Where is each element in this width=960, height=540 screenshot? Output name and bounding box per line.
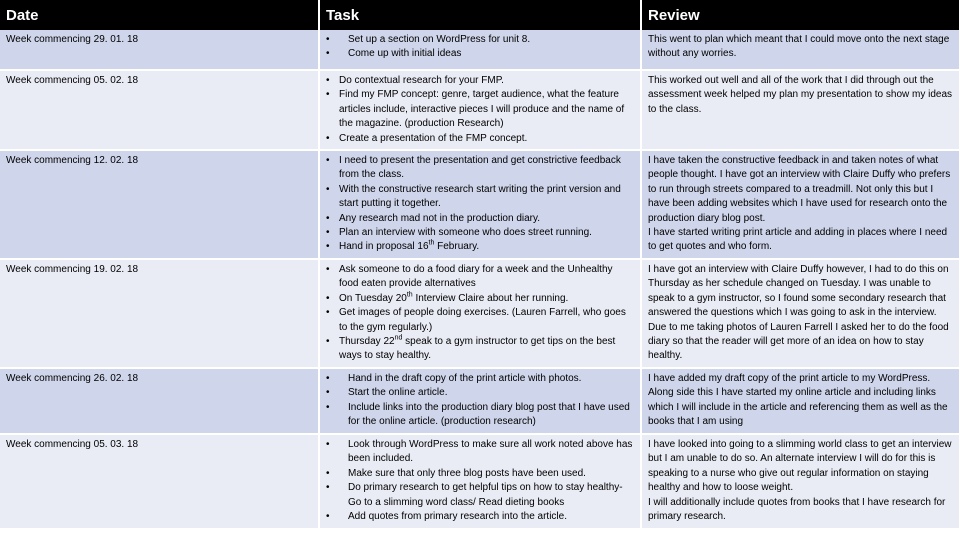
table-row xyxy=(0,70,960,150)
task-cell xyxy=(319,434,641,529)
task-cell xyxy=(319,70,641,150)
header-review: Review xyxy=(641,0,960,30)
date-cell: Week commencing 12. 02. 18 xyxy=(0,150,319,259)
task-item: • Set up a section on WordPress for unit 8. xyxy=(326,33,634,47)
task-item: • Do primary research to get helpful tips on how to stay healthy- Go to a slimming word class/ Read dieting books xyxy=(326,481,634,510)
table-row xyxy=(0,150,960,259)
task-item: • Get images of people doing exercises. (Lauren Farrell, who goes to the gym regularly.) xyxy=(326,306,634,335)
task-item: • Add quotes from primary research into the article. xyxy=(326,510,634,524)
date-cell: Week commencing 29. 01. 18 xyxy=(0,30,319,70)
task-list xyxy=(326,74,634,146)
date-cell: Week commencing 19. 02. 18 xyxy=(0,259,319,368)
review-cell: I have taken the constructive feedback in and taken notes of what people thought. I have got an interview with Claire Duffy who prefers to run through streets compared to a treadmill. Not only this but I have been adding websites which I have used for research onto the production diary blog post. I have started writing print article and adding in places where I need to get quotes and who form. xyxy=(641,150,960,259)
task-list xyxy=(326,33,634,62)
review-cell: This worked out well and all of the work that I did through out the assessment week helped my plan my presentation to show my ideas to the class. xyxy=(641,70,960,150)
task-item: • Hand in proposal 16th February. xyxy=(326,240,634,254)
task-item: • Come up with initial ideas xyxy=(326,47,634,61)
review-cell: I have added my draft copy of the print article to my WordPress. Along side this I have started my online article and including links which I will include in the article and referencing them as well as the books that I am using xyxy=(641,368,960,434)
task-item: • Find my FMP concept: genre, target audience, what the feature articles include, interactive pieces I will produce and the name of the magazine. (production Research) xyxy=(326,88,634,131)
table-row xyxy=(0,368,960,434)
review-cell: I have got an interview with Claire Duffy however, I had to do this on Thursday as her schedule changed on Tuesday. I was unable to speak to a gym instructor, so I found some secondary research that answered the questions which I was going to ask in the interview. Due to me taking photos of Lauren Farrell I asked her to do the food diary so that the reader will get more of an idea on how to stay healthy. xyxy=(641,259,960,368)
task-list xyxy=(326,154,634,255)
task-item: • Create a presentation of the FMP concept. xyxy=(326,132,634,146)
table-row xyxy=(0,259,960,368)
task-list xyxy=(326,372,634,430)
task-cell xyxy=(319,150,641,259)
table-row xyxy=(0,434,960,529)
task-item: • Make sure that only three blog posts have been used. xyxy=(326,467,634,481)
task-cell xyxy=(319,259,641,368)
task-item: • I need to present the presentation and get constrictive feedback from the class. xyxy=(326,154,634,183)
header-date: Date xyxy=(0,0,319,30)
task-item: • Look through WordPress to make sure all work noted above has been included. xyxy=(326,438,634,467)
task-cell xyxy=(319,30,641,70)
task-cell xyxy=(319,368,641,434)
task-item: • Plan an interview with someone who does street running. xyxy=(326,226,634,240)
review-cell: This went to plan which meant that I could move onto the next stage without any worries. xyxy=(641,30,960,70)
review-cell: I have looked into going to a slimming world class to get an interview but I am unable to do so. An alternate interview I will do for this is speaking to a nurse who give out regular information on staying healthy and how to loose weight. I will additionally include quotes from books that I have research for primary research. xyxy=(641,434,960,529)
date-cell: Week commencing 26. 02. 18 xyxy=(0,368,319,434)
task-item: • Ask someone to do a food diary for a week and the Unhealthy food eaten provide alternatives xyxy=(326,263,634,292)
task-item: • Start the online article. xyxy=(326,386,634,400)
task-item: • With the constructive research start writing the print version and start putting it together. xyxy=(326,183,634,212)
task-item: • Thursday 22nd speak to a gym instructor to get tips on the best ways to stay healthy. xyxy=(326,335,634,364)
task-item: • Hand in the draft copy of the print article with photos. xyxy=(326,372,634,386)
task-item: • Include links into the production diary blog post that I have used for the online article. (production research) xyxy=(326,401,634,430)
task-item: • Any research mad not in the production diary. xyxy=(326,212,634,226)
task-list xyxy=(326,263,634,364)
header-task: Task xyxy=(319,0,641,30)
table-row xyxy=(0,30,960,70)
task-item: • On Tuesday 20th Interview Claire about her running. xyxy=(326,292,634,306)
date-cell: Week commencing 05. 03. 18 xyxy=(0,434,319,529)
header-row xyxy=(0,0,960,30)
task-item: • Do contextual research for your FMP. xyxy=(326,74,634,88)
task-list xyxy=(326,438,634,524)
date-cell: Week commencing 05. 02. 18 xyxy=(0,70,319,150)
